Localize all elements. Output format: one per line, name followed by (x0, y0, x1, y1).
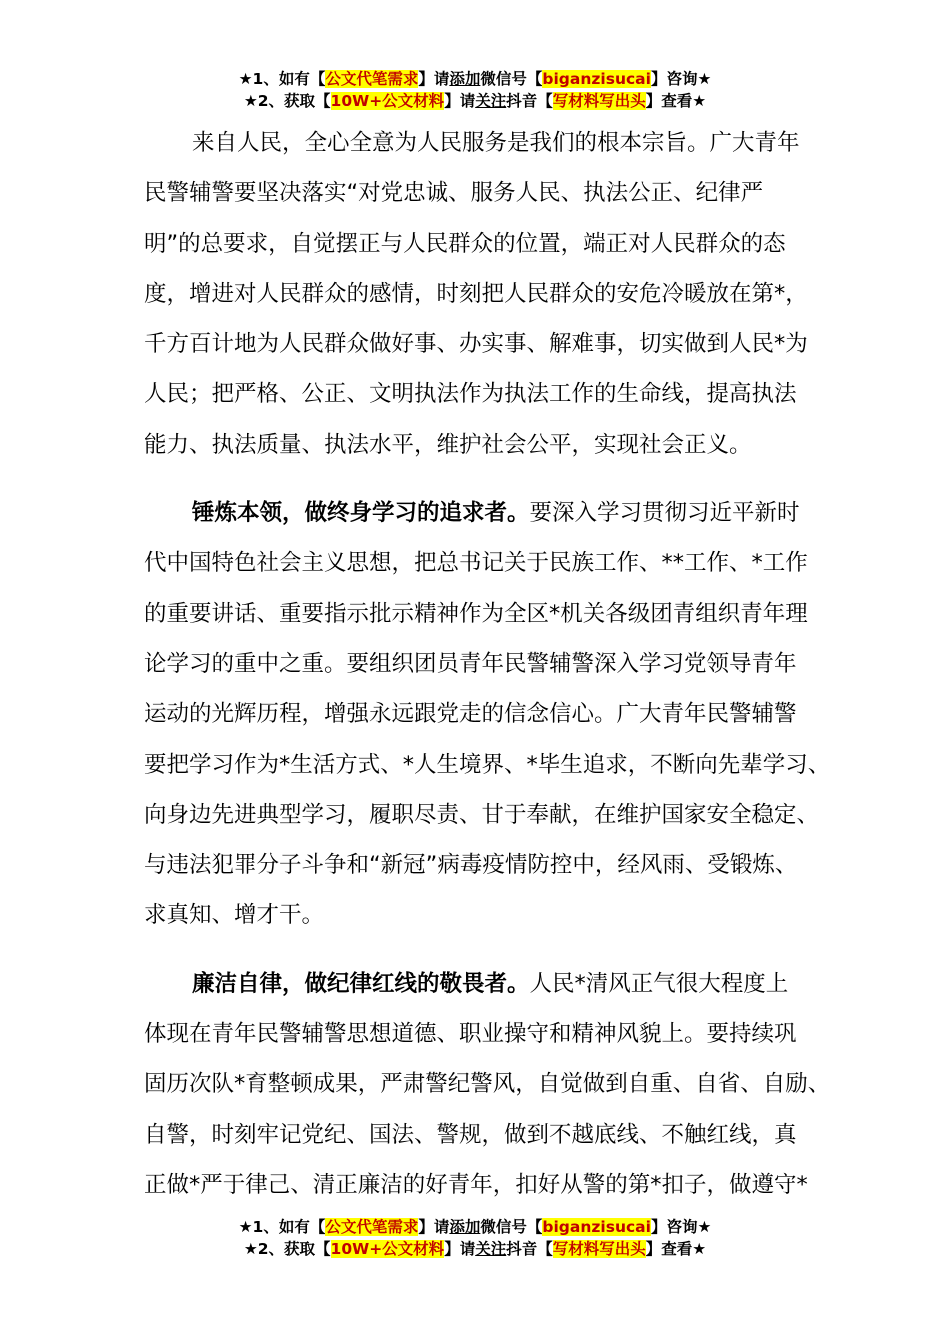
p1-line: 能力、执法质量、执法水平，维护社会公平，实现社会正义。 (144, 431, 752, 458)
p3-heading: 廉洁自律，做纪律红线的敬畏者。 (192, 970, 530, 997)
document-body (144, 118, 831, 1210)
banner-underlined-add: 添加 (449, 1218, 481, 1236)
banner-highlight-service: 公文代笔需求 (325, 1218, 419, 1236)
p3-line: 体现在青年民警辅警思想道德、职业操守和精神风貌上。要持续巩 (144, 1021, 797, 1048)
banner-text: ★1、如有【 (238, 1218, 326, 1236)
p3-line: 固历次队*育整顿成果，严肃警纪警风，自觉做到自重、自省、自励、 (144, 1071, 831, 1098)
banner-text: 抖音【 (506, 1240, 553, 1258)
banner-highlight-wechat-id: biganzisucai (542, 70, 651, 88)
p1-line: 明”的总要求，自觉摆正与人民群众的位置，端正对人民群众的态 (144, 230, 786, 257)
banner-line-1 (0, 1216, 950, 1238)
banner-text: 】查看★ (645, 92, 707, 110)
p3-first-line (144, 959, 824, 1009)
p1-line: 千方百计地为人民群众做好事、办实事、解难事，切实做到人民*为 (144, 331, 808, 358)
banner-text: 】咨询★ (650, 1218, 712, 1236)
p1-line: 度，增进对人民群众的感情，时刻把人民群众的安危冷暖放在第*， (144, 280, 808, 307)
banner-text: 】请 (418, 70, 450, 88)
banner-text: 微信号【 (480, 1218, 543, 1236)
banner-highlight-douyin: 写材料写出头 (552, 92, 646, 110)
paragraph-gap (144, 941, 824, 959)
p2-first-rest: 要深入学习贯彻习近平新时 (529, 500, 800, 527)
banner-underlined-add: 添加 (449, 70, 481, 88)
p2-line: 代中国特色社会主义思想，把总书记关于民族工作、**工作、*工作 (144, 550, 808, 577)
banner-text: 】请 (418, 1218, 450, 1236)
banner-text: 】请 (444, 92, 476, 110)
p3-line: 自警，时刻牢记党纪、国法、警规，做到不越底线、不触红线，真 (144, 1121, 797, 1148)
p2-line: 求真知、增才干。 (144, 902, 325, 929)
banner-text: ★2、获取【 (243, 1240, 331, 1258)
banner-text: ★1、如有【 (238, 70, 326, 88)
banner-text: 】咨询★ (650, 70, 712, 88)
p2-line: 向身边先进典型学习，履职尽责、甘于奉献，在维护国家安全稳定、 (144, 801, 820, 828)
p2-first-line (144, 488, 824, 538)
paragraph-gap (144, 470, 824, 488)
p1-line: 民警辅警要坚决落实“对党忠诚、服务人民、执法公正、纪律严 (144, 180, 764, 207)
banner-highlight-wechat-id: biganzisucai (542, 1218, 651, 1236)
banner-text: 抖音【 (506, 92, 553, 110)
p2-line: 与违法犯罪分子斗争和“新冠”病毒疫情防控中，经风雨、受锻炼、 (144, 852, 798, 879)
p1-line: 来自人民，全心全意为人民服务是我们的根本宗旨。广大青年 (192, 130, 800, 156)
banner-highlight-materials: 10W+公文材料 (330, 92, 445, 110)
p3-line: 正做*严于律己、清正廉洁的好青年，扣好从警的第*扣子，做遵守* (144, 1171, 808, 1198)
banner-underlined-follow: 关注 (475, 92, 507, 110)
p3-first-rest: 人民*清风正气很大程度上 (529, 970, 789, 997)
p2-heading: 锤炼本领，做终身学习的追求者。 (192, 500, 530, 527)
banner-text: 】查看★ (645, 1240, 707, 1258)
p2-line: 的重要讲话、重要指示批示精神作为全区*机关各级团青组织青年理 (144, 600, 808, 627)
p2-line: 运动的光辉历程，增强永远跟党走的信念信心。广大青年民警辅警 (144, 701, 797, 728)
p2-line: 论学习的重中之重。要组织团员青年民警辅警深入学习党领导青年 (144, 650, 797, 677)
banner-highlight-douyin: 写材料写出头 (552, 1240, 646, 1258)
banner-line-2 (0, 90, 950, 112)
banner-highlight-service: 公文代笔需求 (325, 70, 419, 88)
p2-line: 要把学习作为*生活方式、*人生境界、*毕生追求，不断向先辈学习、 (144, 751, 831, 778)
banner-text: 微信号【 (480, 70, 543, 88)
banner-text: 】请 (444, 1240, 476, 1258)
banner-line-1 (0, 68, 950, 90)
p1-line: 人民；把严格、公正、文明执法作为执法工作的生命线，提高执法 (144, 381, 797, 408)
banner-line-2 (0, 1238, 950, 1260)
banner-highlight-materials: 10W+公文材料 (330, 1240, 445, 1258)
bottom-banner (0, 1216, 950, 1260)
banner-underlined-follow: 关注 (475, 1240, 507, 1258)
banner-text: ★2、获取【 (243, 92, 331, 110)
top-banner (0, 68, 950, 112)
